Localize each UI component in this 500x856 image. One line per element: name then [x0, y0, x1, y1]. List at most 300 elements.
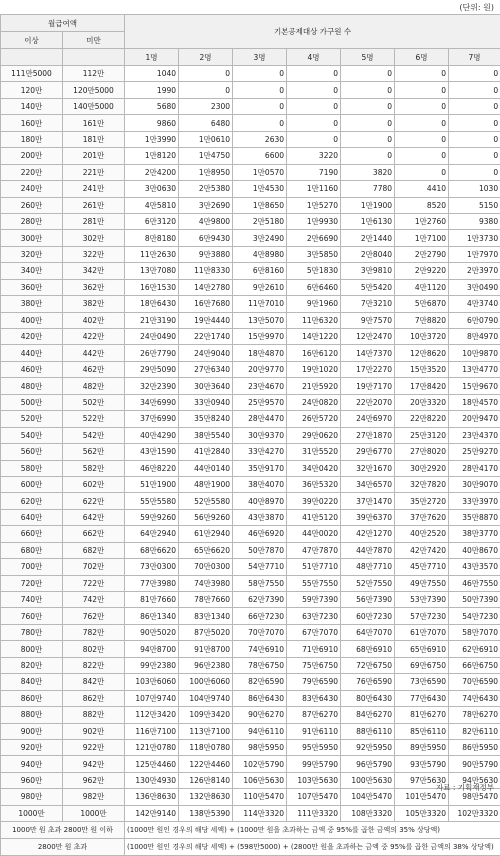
tax-table — [0, 14, 500, 856]
range-low-cell: 380만 — [1, 296, 63, 312]
tax-amount-cell: 36만5320 — [287, 476, 341, 492]
tax-amount-cell: 22만1740 — [179, 329, 233, 345]
table-row — [1, 329, 500, 345]
tax-amount-cell: 142만9140 — [125, 805, 179, 821]
tax-amount-cell: 77만3980 — [125, 575, 179, 591]
range-high-cell: 281만 — [63, 213, 125, 229]
range-high-cell: 442만 — [63, 345, 125, 361]
range-low-cell: 660만 — [1, 526, 63, 542]
tax-amount-cell: 63만7230 — [287, 608, 341, 624]
tax-amount-cell: 66만7230 — [233, 608, 287, 624]
tax-amount-cell: 69만6750 — [395, 657, 449, 673]
tax-amount-cell: 82만6590 — [233, 674, 287, 690]
tax-amount-cell: 0 — [233, 115, 287, 131]
footer-label: 1000만 원 초과 2800만 원 이하 — [1, 822, 125, 839]
table-row — [1, 575, 500, 591]
tax-amount-cell: 51만1900 — [125, 476, 179, 492]
tax-amount-cell: 126만8140 — [179, 772, 233, 788]
family-col-header: 1명 — [125, 49, 179, 66]
tax-amount-cell: 62만6910 — [449, 641, 500, 657]
tax-amount-cell: 100만6060 — [179, 674, 233, 690]
tax-amount-cell: 0 — [449, 148, 500, 164]
tax-amount-cell: 0 — [395, 66, 449, 82]
tax-amount-cell: 108만3320 — [341, 805, 395, 821]
blank-cell — [63, 49, 125, 66]
tax-amount-cell: 28만4170 — [449, 460, 500, 476]
range-low-cell: 160만 — [1, 115, 63, 131]
tax-amount-cell: 20만9770 — [233, 361, 287, 377]
tax-amount-cell: 37만1470 — [341, 493, 395, 509]
tax-amount-cell: 138만5390 — [179, 805, 233, 821]
tax-amount-cell: 33만3970 — [449, 493, 500, 509]
table-row — [1, 805, 500, 821]
tax-amount-cell: 44만0140 — [179, 460, 233, 476]
tax-amount-cell: 74만3980 — [179, 575, 233, 591]
tax-amount-cell: 0 — [179, 66, 233, 82]
range-low-cell: 440만 — [1, 345, 63, 361]
tax-amount-cell: 14만7370 — [341, 345, 395, 361]
tax-amount-cell: 20만3320 — [395, 394, 449, 410]
tax-amount-cell: 122만4460 — [179, 756, 233, 772]
tax-amount-cell: 13만5070 — [233, 312, 287, 328]
tax-amount-cell: 86만5950 — [449, 739, 500, 755]
table-row — [1, 197, 500, 213]
tax-amount-cell: 2만6690 — [287, 230, 341, 246]
tax-amount-cell: 53만7390 — [395, 592, 449, 608]
tax-amount-cell: 2만9220 — [395, 263, 449, 279]
tax-amount-cell: 19만1020 — [287, 361, 341, 377]
tax-amount-cell: 29만6770 — [341, 444, 395, 460]
range-low-cell: 800만 — [1, 641, 63, 657]
tax-amount-cell: 103만5630 — [287, 772, 341, 788]
tax-amount-cell: 1만9930 — [287, 213, 341, 229]
tax-amount-cell: 104만9740 — [179, 690, 233, 706]
tax-amount-cell: 41만2840 — [179, 444, 233, 460]
table-row — [1, 509, 500, 525]
tax-amount-cell: 104만5470 — [341, 789, 395, 805]
tax-amount-cell: 130만4930 — [125, 772, 179, 788]
tax-amount-cell: 99만5790 — [287, 756, 341, 772]
tax-amount-cell: 1040 — [125, 66, 179, 82]
tax-amount-cell: 51만7710 — [287, 559, 341, 575]
tax-amount-cell: 25만9570 — [233, 394, 287, 410]
tax-amount-cell: 59만9260 — [125, 509, 179, 525]
tax-amount-cell: 34만6990 — [125, 394, 179, 410]
tax-amount-cell: 2만8040 — [341, 246, 395, 262]
range-high-cell: 140만5000 — [63, 98, 125, 114]
table-row — [1, 131, 500, 147]
tax-amount-cell: 0 — [341, 66, 395, 82]
tax-amount-cell: 97만5630 — [395, 772, 449, 788]
tax-amount-cell: 27만8020 — [395, 444, 449, 460]
range-high-cell: 562만 — [63, 444, 125, 460]
tax-amount-cell: 94만6110 — [233, 723, 287, 739]
table-row — [1, 279, 500, 295]
range-high-cell: 902만 — [63, 723, 125, 739]
tax-amount-cell: 54만7710 — [233, 559, 287, 575]
unit-note: (단위: 원) — [459, 2, 494, 13]
tax-amount-cell: 99만2380 — [125, 657, 179, 673]
tax-amount-cell: 27만1870 — [341, 427, 395, 443]
range-low-cell: 111만5000 — [1, 66, 63, 82]
tax-amount-cell: 1만7970 — [449, 246, 500, 262]
tax-amount-cell: 4만1120 — [395, 279, 449, 295]
tax-amount-cell: 9860 — [125, 115, 179, 131]
tax-amount-cell: 15만3520 — [395, 361, 449, 377]
tax-amount-cell: 15만9970 — [233, 329, 287, 345]
tax-amount-cell: 59만7390 — [287, 592, 341, 608]
tax-amount-cell: 41만5120 — [287, 509, 341, 525]
tax-amount-cell: 56만9260 — [179, 509, 233, 525]
tax-amount-cell: 90만5020 — [125, 624, 179, 640]
table-row — [1, 394, 500, 410]
range-low-cell: 140만 — [1, 98, 63, 114]
tax-amount-cell: 19만7170 — [341, 378, 395, 394]
tax-amount-cell: 66만6750 — [449, 657, 500, 673]
range-high-cell: 362만 — [63, 279, 125, 295]
tax-amount-cell: 6만3120 — [125, 213, 179, 229]
table-row — [1, 690, 500, 706]
tax-amount-cell: 67만7070 — [287, 624, 341, 640]
range-low-cell: 600만 — [1, 476, 63, 492]
tax-amount-cell: 105만3320 — [395, 805, 449, 821]
tax-amount-cell: 0 — [341, 131, 395, 147]
tax-amount-cell: 37만7620 — [395, 509, 449, 525]
tax-amount-cell: 11만2630 — [125, 246, 179, 262]
tax-amount-cell: 1030 — [449, 181, 500, 197]
range-low-cell: 280만 — [1, 213, 63, 229]
tax-amount-cell: 54만7230 — [449, 608, 500, 624]
tax-amount-cell: 61만2940 — [179, 526, 233, 542]
range-high-cell: 402만 — [63, 312, 125, 328]
tax-amount-cell: 6만8160 — [233, 263, 287, 279]
tax-amount-cell: 2만5380 — [179, 181, 233, 197]
tax-amount-cell: 112만3420 — [125, 707, 179, 723]
range-high-cell: 962만 — [63, 772, 125, 788]
tax-amount-cell: 0 — [341, 148, 395, 164]
table-row — [1, 263, 500, 279]
range-low-cell: 420만 — [1, 329, 63, 345]
range-low-cell: 980만 — [1, 789, 63, 805]
table-row — [1, 164, 500, 180]
table-row — [1, 641, 500, 657]
tax-amount-cell: 55만7550 — [287, 575, 341, 591]
tax-amount-cell: 0 — [233, 66, 287, 82]
tax-amount-cell: 71만6910 — [287, 641, 341, 657]
tax-amount-cell: 61만7070 — [395, 624, 449, 640]
tax-amount-cell: 1만1900 — [341, 197, 395, 213]
tax-amount-cell: 11만6320 — [287, 312, 341, 328]
table-row — [1, 559, 500, 575]
tax-amount-cell: 6480 — [179, 115, 233, 131]
range-low-cell: 340만 — [1, 263, 63, 279]
range-low-cell: 360만 — [1, 279, 63, 295]
range-high-header: 미만 — [63, 32, 125, 49]
tax-amount-cell: 3만9810 — [341, 263, 395, 279]
range-low-cell: 300만 — [1, 230, 63, 246]
tax-amount-cell: 0 — [395, 82, 449, 98]
range-low-cell: 540만 — [1, 427, 63, 443]
tax-amount-cell: 0 — [395, 164, 449, 180]
tax-amount-cell: 0 — [179, 82, 233, 98]
tax-amount-cell: 4만5810 — [125, 197, 179, 213]
tax-amount-cell: 84만6270 — [341, 707, 395, 723]
range-high-cell: 181만 — [63, 131, 125, 147]
tax-amount-cell: 103만6060 — [125, 674, 179, 690]
tax-amount-cell: 9380 — [449, 213, 500, 229]
tax-amount-cell: 6만9430 — [179, 230, 233, 246]
tax-amount-cell: 37만6990 — [125, 411, 179, 427]
tax-amount-cell: 35만2720 — [395, 493, 449, 509]
tax-amount-cell: 2만3970 — [449, 263, 500, 279]
tax-amount-cell: 12만2470 — [341, 329, 395, 345]
range-high-cell: 120만5000 — [63, 82, 125, 98]
tax-amount-cell: 98만5950 — [233, 739, 287, 755]
tax-amount-cell: 0 — [395, 131, 449, 147]
table-row — [1, 739, 500, 755]
range-high-cell: 982만 — [63, 789, 125, 805]
tax-amount-cell: 16만6120 — [287, 345, 341, 361]
tax-amount-cell: 70만0300 — [179, 559, 233, 575]
range-low-cell: 560만 — [1, 444, 63, 460]
tax-amount-cell: 58만7070 — [449, 624, 500, 640]
tax-amount-cell: 1만3730 — [449, 230, 500, 246]
table-row — [1, 707, 500, 723]
tax-amount-cell: 30만2920 — [395, 460, 449, 476]
range-high-cell: 802만 — [63, 641, 125, 657]
range-high-cell: 261만 — [63, 197, 125, 213]
range-high-cell: 1000만 — [63, 805, 125, 821]
tax-amount-cell: 10만3720 — [395, 329, 449, 345]
range-low-cell: 860만 — [1, 690, 63, 706]
range-low-cell: 320만 — [1, 246, 63, 262]
range-low-cell: 460만 — [1, 361, 63, 377]
range-low-cell: 920만 — [1, 739, 63, 755]
tax-amount-cell: 87만6270 — [287, 707, 341, 723]
tax-amount-cell: 116만7100 — [125, 723, 179, 739]
tax-amount-cell: 70만6590 — [449, 674, 500, 690]
tax-amount-cell: 75만6750 — [287, 657, 341, 673]
tax-amount-cell: 40만2520 — [395, 526, 449, 542]
tax-amount-cell: 1만8650 — [233, 197, 287, 213]
tax-amount-cell: 79만6590 — [287, 674, 341, 690]
range-high-cell: 322만 — [63, 246, 125, 262]
tax-amount-cell: 101만5470 — [395, 789, 449, 805]
range-high-cell: 922만 — [63, 739, 125, 755]
tax-amount-cell: 5만5420 — [341, 279, 395, 295]
tax-amount-cell: 4만8980 — [233, 246, 287, 262]
tax-amount-cell: 24만0820 — [287, 394, 341, 410]
tax-amount-cell: 95만5950 — [287, 739, 341, 755]
tax-amount-cell: 2만4200 — [125, 164, 179, 180]
range-high-cell: 622만 — [63, 493, 125, 509]
tax-amount-cell: 64만7070 — [341, 624, 395, 640]
range-high-cell: 201만 — [63, 148, 125, 164]
tax-amount-cell: 0 — [341, 115, 395, 131]
tax-amount-cell: 80만6430 — [341, 690, 395, 706]
tax-amount-cell: 85만6110 — [395, 723, 449, 739]
tax-amount-cell: 113만7100 — [179, 723, 233, 739]
tax-amount-cell: 72만6750 — [341, 657, 395, 673]
tax-amount-cell: 0 — [287, 98, 341, 114]
range-low-cell: 1000만 — [1, 805, 63, 821]
tax-amount-cell: 7780 — [341, 181, 395, 197]
range-high-cell: 822만 — [63, 657, 125, 673]
tax-amount-cell: 57만7230 — [395, 608, 449, 624]
tax-amount-cell: 109만3420 — [179, 707, 233, 723]
tax-amount-cell: 9만2610 — [233, 279, 287, 295]
range-high-cell: 662만 — [63, 526, 125, 542]
tax-amount-cell: 100만5630 — [341, 772, 395, 788]
source-note: 자료 : 기획재정부 — [436, 782, 494, 793]
tax-amount-cell: 14만1220 — [287, 329, 341, 345]
tax-amount-cell: 9만7570 — [341, 312, 395, 328]
table-row — [1, 756, 500, 772]
tax-amount-cell: 70만7070 — [233, 624, 287, 640]
tax-amount-cell: 64만2940 — [125, 526, 179, 542]
range-high-cell: 722만 — [63, 575, 125, 591]
tax-amount-cell: 83만1340 — [179, 608, 233, 624]
tax-amount-cell: 22만2070 — [341, 394, 395, 410]
tax-amount-cell: 0 — [341, 82, 395, 98]
tax-amount-cell: 7만3210 — [341, 296, 395, 312]
tax-amount-cell: 90만6270 — [233, 707, 287, 723]
tax-amount-cell: 81만6270 — [395, 707, 449, 723]
tax-amount-cell: 48만7710 — [341, 559, 395, 575]
tax-amount-cell: 82만6110 — [449, 723, 500, 739]
tax-amount-cell: 32만1670 — [341, 460, 395, 476]
tax-amount-cell: 11만7010 — [233, 296, 287, 312]
table-row — [1, 378, 500, 394]
tax-amount-cell: 3820 — [341, 164, 395, 180]
tax-amount-cell: 0 — [233, 82, 287, 98]
range-low-cell: 760만 — [1, 608, 63, 624]
tax-amount-cell: 4만9800 — [179, 213, 233, 229]
tax-amount-cell: 118만0780 — [179, 739, 233, 755]
tax-amount-cell: 94만8700 — [125, 641, 179, 657]
tax-amount-cell: 18만4570 — [449, 394, 500, 410]
table-row — [1, 476, 500, 492]
tax-amount-cell: 87만5020 — [179, 624, 233, 640]
footer-formula: (1000만 원인 경우의 해당 세액) + (1000만 원을 초과하는 금액 중 95%를 곱한 금액의 35% 상당액) — [125, 822, 500, 839]
table-row — [1, 674, 500, 690]
tax-amount-cell: 6만6460 — [287, 279, 341, 295]
tax-amount-cell: 3220 — [287, 148, 341, 164]
tax-amount-cell: 23만4670 — [233, 378, 287, 394]
table-row — [1, 608, 500, 624]
tax-amount-cell: 114만3320 — [233, 805, 287, 821]
tax-amount-cell: 46만7550 — [449, 575, 500, 591]
range-low-cell: 220만 — [1, 164, 63, 180]
tax-amount-cell: 98만5470 — [449, 789, 500, 805]
table-row — [1, 230, 500, 246]
tax-amount-cell: 29만0620 — [287, 427, 341, 443]
tax-amount-cell: 93만5790 — [395, 756, 449, 772]
tax-amount-cell: 7190 — [287, 164, 341, 180]
tax-amount-cell: 27만6340 — [179, 361, 233, 377]
table-row — [1, 592, 500, 608]
tax-amount-cell: 1만4750 — [179, 148, 233, 164]
range-high-cell: 112만 — [63, 66, 125, 82]
family-col-header: 4명 — [287, 49, 341, 66]
tax-amount-cell: 62만7390 — [233, 592, 287, 608]
table-row — [1, 789, 500, 805]
range-low-cell: 720만 — [1, 575, 63, 591]
tax-amount-cell: 1990 — [125, 82, 179, 98]
range-high-cell: 762만 — [63, 608, 125, 624]
blank-cell — [1, 49, 63, 66]
range-low-cell: 260만 — [1, 197, 63, 213]
range-low-cell: 500만 — [1, 394, 63, 410]
table-row — [1, 624, 500, 640]
range-high-cell: 882만 — [63, 707, 125, 723]
tax-amount-cell: 30만9070 — [449, 476, 500, 492]
range-low-cell: 780만 — [1, 624, 63, 640]
tax-amount-cell: 35만9170 — [233, 460, 287, 476]
range-high-cell: 642만 — [63, 509, 125, 525]
tax-amount-cell: 1만6130 — [341, 213, 395, 229]
family-count-header: 기본공제대상 가구원 수 — [125, 15, 500, 49]
table-row — [1, 98, 500, 114]
tax-amount-cell: 78만6270 — [449, 707, 500, 723]
table-row — [1, 312, 500, 328]
tax-amount-cell: 125만4460 — [125, 756, 179, 772]
range-low-cell: 840만 — [1, 674, 63, 690]
tax-amount-cell: 1만5270 — [287, 197, 341, 213]
tax-amount-cell: 30만9370 — [233, 427, 287, 443]
table-row — [1, 493, 500, 509]
tax-amount-cell: 0 — [341, 98, 395, 114]
range-high-cell: 522만 — [63, 411, 125, 427]
tax-amount-cell: 25만3120 — [395, 427, 449, 443]
range-high-cell: 602만 — [63, 476, 125, 492]
tax-amount-cell: 88만6110 — [341, 723, 395, 739]
tax-amount-cell: 38만3770 — [449, 526, 500, 542]
tax-amount-cell: 7만8820 — [395, 312, 449, 328]
tax-amount-cell: 3만2690 — [179, 197, 233, 213]
range-low-cell: 120만 — [1, 82, 63, 98]
tax-amount-cell: 2630 — [233, 131, 287, 147]
tax-amount-cell: 0 — [449, 131, 500, 147]
tax-amount-cell: 91만8700 — [179, 641, 233, 657]
range-high-cell: 742만 — [63, 592, 125, 608]
tax-amount-cell: 50만7870 — [233, 542, 287, 558]
table-row — [1, 542, 500, 558]
table-row — [1, 296, 500, 312]
range-high-cell: 382만 — [63, 296, 125, 312]
range-high-cell: 582만 — [63, 460, 125, 476]
tax-amount-cell: 20만9470 — [449, 411, 500, 427]
table-row — [1, 181, 500, 197]
tax-amount-cell: 0 — [395, 115, 449, 131]
tax-amount-cell: 2만2790 — [395, 246, 449, 262]
tax-amount-cell: 73만6590 — [395, 674, 449, 690]
range-high-cell: 241만 — [63, 181, 125, 197]
tax-amount-cell: 136만8630 — [125, 789, 179, 805]
range-high-cell: 161만 — [63, 115, 125, 131]
tax-amount-cell: 0 — [287, 82, 341, 98]
range-high-cell: 842만 — [63, 674, 125, 690]
tax-amount-cell: 44만7870 — [341, 542, 395, 558]
family-columns-row — [1, 49, 500, 66]
tax-amount-cell: 52만5580 — [179, 493, 233, 509]
tax-amount-cell: 74만6910 — [233, 641, 287, 657]
range-low-cell: 620만 — [1, 493, 63, 509]
tax-amount-cell: 49만7550 — [395, 575, 449, 591]
table-row — [1, 772, 500, 788]
footer-formula: (1000만 원인 경우의 해당 세액) + (598만5000) + (2800만 원을 초과하는 금액 중 95%를 곱한 금액의 38% 상당액) — [125, 839, 500, 856]
tax-amount-cell: 55만5580 — [125, 493, 179, 509]
